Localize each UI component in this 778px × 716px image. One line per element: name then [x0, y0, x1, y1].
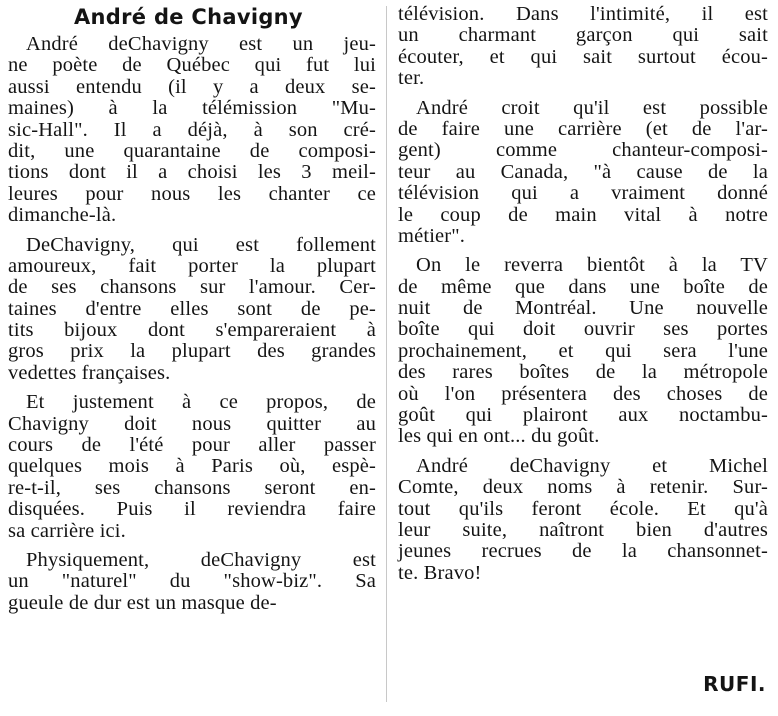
text-line: disquées. Puis il reviendra faire — [8, 498, 376, 521]
text-line: boîte qui doit ouvrir ses portes — [398, 318, 768, 341]
text-line: métier". — [398, 224, 466, 247]
text-line: nuit de Montréal. Une nouvelle — [398, 297, 768, 320]
text-line: André deChavigny est un jeu- — [26, 33, 376, 55]
text-line: leures pour nous les chanter ce — [8, 182, 376, 205]
text-line: de faire une carrière (et de l'ar- — [398, 117, 768, 140]
author-signature: RUFI. — [703, 672, 766, 696]
paragraph — [8, 550, 376, 614]
text-line: Physiquement, deChavigny est — [26, 548, 376, 571]
text-line: Chavigny doit nous quitter au — [8, 412, 376, 435]
paragraph — [8, 34, 376, 227]
paragraph — [398, 255, 768, 448]
text-line: télévision. Dans l'intimité, il est — [398, 3, 768, 25]
paragraph — [8, 392, 376, 542]
paragraph — [398, 4, 768, 90]
text-line: dimanche-là. — [8, 204, 117, 227]
text-line: amoureux, fait porter la plupart — [8, 254, 376, 277]
left-column-paragraphs — [8, 34, 376, 614]
text-line: teur au Canada, "à cause de la — [398, 160, 768, 183]
text-line: télévision qui a vraiment donné — [398, 182, 768, 205]
column-divider — [386, 6, 387, 702]
text-line: sa carrière ici. — [8, 519, 126, 542]
text-line: goût qui plairont aux noctambu- — [398, 404, 768, 427]
text-line: tions dont il a choisi les 3 meil- — [8, 161, 376, 184]
text-line: un "naturel" du "show-biz". Sa — [8, 570, 376, 593]
text-line: ne poète de Québec qui fut lui — [8, 54, 376, 77]
text-line: te. Bravo! — [398, 561, 482, 584]
text-line: Comte, deux noms à retenir. Sur- — [398, 476, 768, 499]
paragraph — [398, 456, 768, 584]
paragraph — [8, 235, 376, 385]
text-line: de ses chansons sur l'amour. Cer- — [8, 276, 376, 299]
text-line: tits bijoux dont s'empareraient à — [8, 319, 376, 342]
text-line: DeChavigny, qui est follement — [26, 233, 376, 256]
left-column — [8, 4, 376, 622]
text-line: les qui en ont... du goût. — [398, 425, 600, 448]
text-line: gueule de dur est un masque de- — [8, 591, 277, 614]
text-line: quelques mois à Paris où, espè- — [8, 455, 376, 478]
text-line: cours de l'été pour aller passer — [8, 434, 376, 457]
text-line: un charmant garçon qui sait — [398, 24, 768, 47]
text-line: aussi entendu (il y a deux se- — [8, 75, 376, 98]
text-line: jeunes recrues de la chansonnet- — [398, 540, 768, 563]
paragraph — [398, 98, 768, 248]
text-line: écouter, et qui sait surtout écou- — [398, 45, 768, 68]
text-line: prochainement, et qui sera l'une — [398, 339, 768, 362]
text-line: des rares boîtes de la métropole — [398, 361, 768, 384]
text-line: re-t-il, ses chansons seront en- — [8, 476, 376, 499]
text-line: taines d'entre elles sont de pe- — [8, 297, 376, 320]
text-line: ter. — [398, 67, 425, 90]
right-column — [398, 4, 768, 592]
text-line: maines) à la télémission "Mu- — [8, 97, 376, 120]
headline: André de Chavigny — [74, 5, 303, 29]
text-line: dit, une quarantaine de composi- — [8, 139, 376, 162]
text-line: On le reverra bientôt à la TV — [416, 254, 768, 277]
text-line: gent) comme chanteur-composi- — [398, 139, 768, 162]
text-line: gros prix la plupart des grandes — [8, 340, 376, 363]
text-line: le coup de main vital à notre — [398, 203, 768, 226]
text-line: de même que dans une boîte de — [398, 275, 768, 298]
text-line: tout qu'ils feront école. Et qu'à — [398, 497, 768, 520]
text-line: leur suite, naîtront bien d'autres — [398, 518, 768, 541]
right-column-paragraphs — [398, 4, 768, 584]
text-line: André deChavigny et Michel — [416, 454, 768, 477]
text-line: où l'on présentera des choses de — [398, 382, 768, 405]
text-line: vedettes françaises. — [8, 361, 171, 384]
text-line: Et justement à ce propos, de — [26, 391, 376, 414]
text-line: sic-Hall". Il a déjà, à son cré- — [8, 118, 376, 141]
text-line: André croit qu'il est possible — [416, 96, 768, 119]
